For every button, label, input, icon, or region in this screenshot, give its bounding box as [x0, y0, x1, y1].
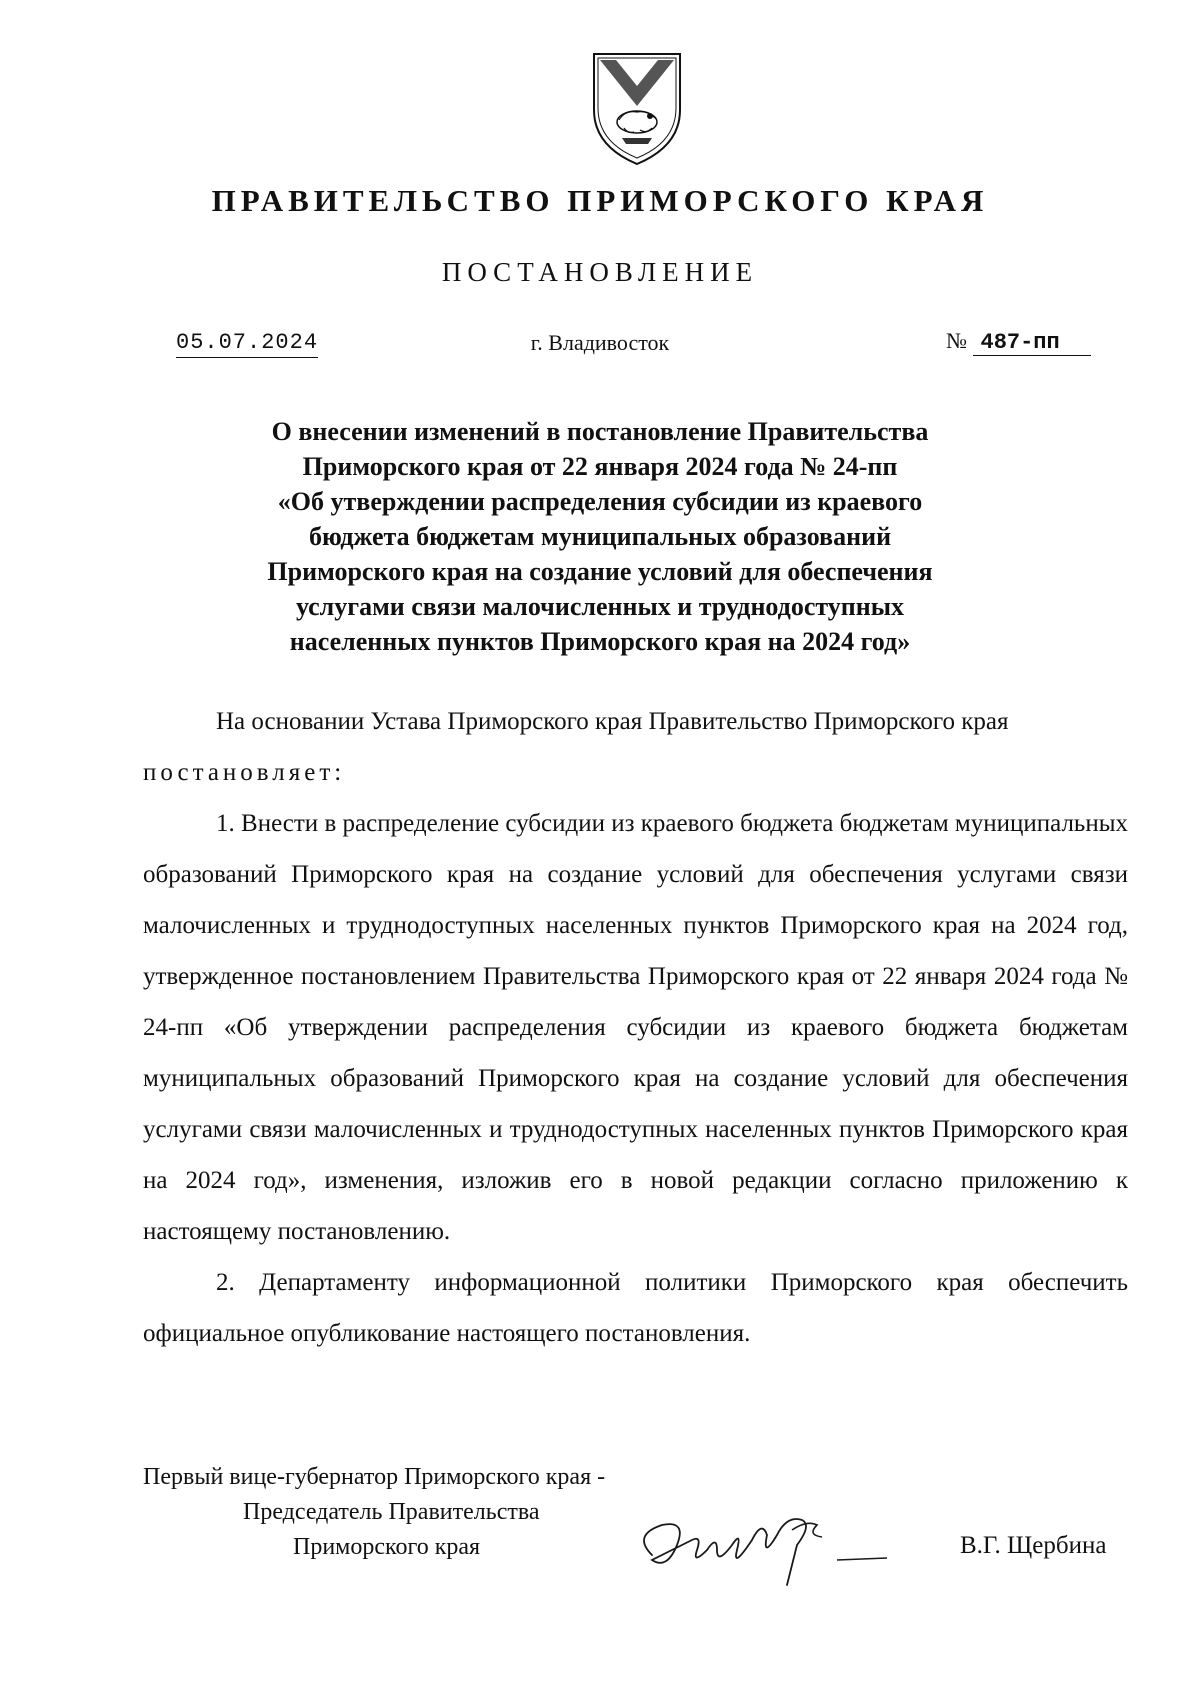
heading-line: услугами связи малочисленных и труднодоступных: [295, 592, 905, 621]
heading-line: бюджета бюджетам муниципальных образований: [308, 522, 892, 551]
item-2-paragraph: 2. Департаменту информационной политики Приморского края обеспечить официальное опубликование настоящего постановления.: [143, 1269, 1128, 1347]
document-heading: [200, 414, 1000, 659]
number-prefix: №: [946, 328, 967, 353]
document-number: [946, 328, 1091, 356]
item-1-paragraph: 1. Внести в распределение субсидии из краевого бюджета бюджетам муниципальных образований Приморского края на создание условий для обеспечения услугами связи малочисленных и труднодоступных населенных пунктов Приморского края на 2024 год, утвержденное постановлением Правительства Приморского края от 22 января 2024 года № 24-пп «Об утверждении распределения субсидии из краевого бюджета бюджетам муниципальных образований Приморского края на создание условий для обеспечения услугами связи малочисленных и труднодоступных населенных пунктов Приморского края на 2024 год», изменения, изложив его в новой редакции согласно приложению к настоящему постановлению.: [143, 810, 1128, 1245]
position-line: Первый вице-губернатор Приморского края -: [143, 1464, 606, 1490]
resolves-word: постановляет:: [143, 759, 346, 786]
signer-name: В.Г. Щербина: [960, 1532, 1107, 1559]
organization-title: ПРАВИТЕЛЬСТВО ПРИМОРСКОГО КРАЯ: [211, 183, 989, 218]
preamble-paragraph: На основании Устава Приморского края Правительство Приморского края: [216, 708, 1009, 735]
heading-line: Приморского края от 22 января 2024 года № 24-пп: [302, 452, 898, 481]
document-body: [143, 696, 1128, 1359]
handwritten-signature-icon: [622, 1500, 922, 1610]
number-value: 487-пп: [973, 330, 1091, 356]
document-date: 05.07.2024: [176, 330, 318, 358]
position-line: Председатель Правительства: [243, 1499, 540, 1525]
document-type: ПОСТАНОВЛЕНИЕ: [441, 257, 759, 287]
heading-line: «Об утверждении распределения субсидии из краевого: [277, 487, 923, 516]
heading-line: О внесении изменений в постановление Правительства: [271, 417, 929, 446]
coat-of-arms-icon: [586, 48, 688, 168]
position-line: Приморского края: [293, 1534, 481, 1560]
signatory-position: [143, 1460, 605, 1565]
heading-line: Приморского края на создание условий для обеспечения: [267, 557, 933, 586]
document-city: г. Владивосток: [530, 330, 670, 355]
heading-line: населенных пунктов Приморского края на 2024 год»: [289, 627, 911, 656]
